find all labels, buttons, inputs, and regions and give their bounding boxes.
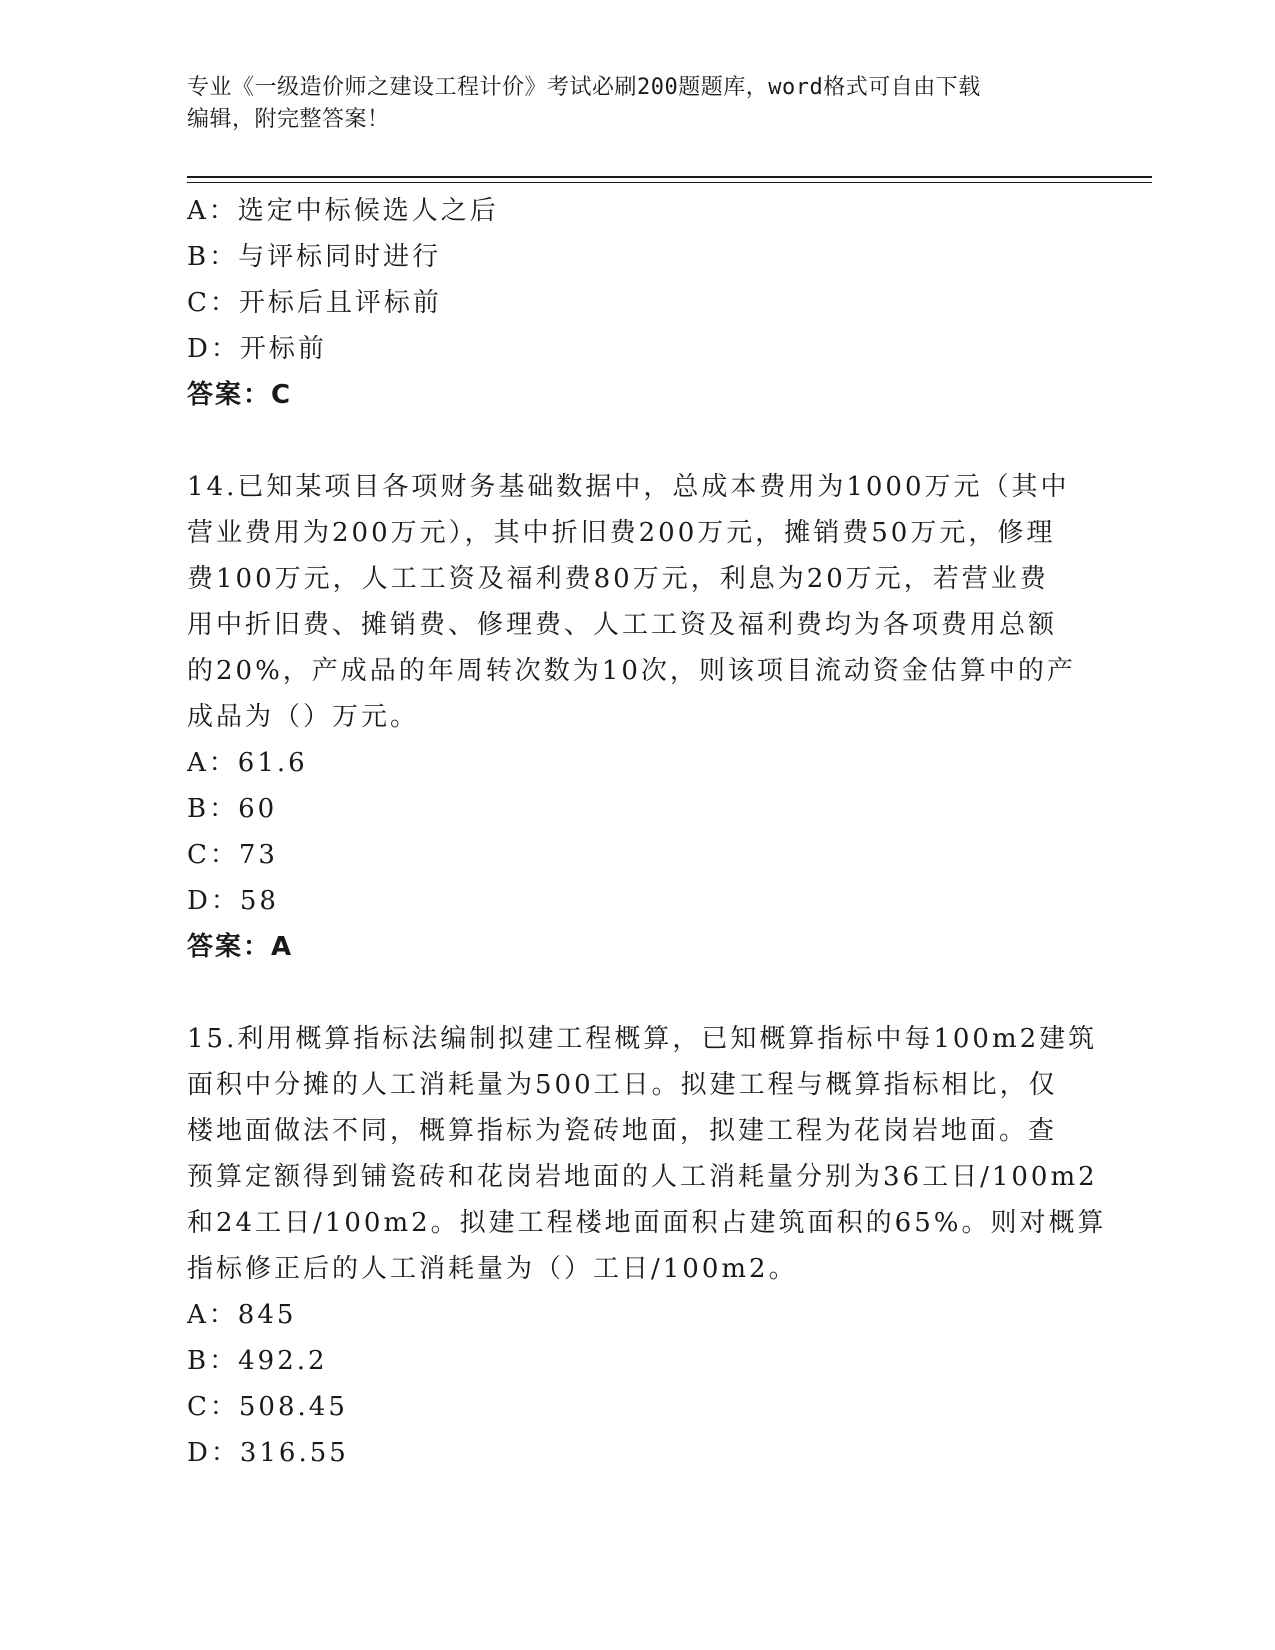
question-14 [187, 464, 1087, 970]
header-rule-thin [187, 182, 1152, 183]
option-b: B：60 [187, 794, 278, 824]
question-stem-line: 费100万元，人工工资及福利费80万元，利息为20万元，若营业费 [187, 564, 1049, 594]
option-a: A：选定中标候选人之后 [187, 196, 499, 226]
option-c: C：73 [187, 840, 278, 870]
question-stem-line: 15.利用概算指标法编制拟建工程概算，已知概算指标中每100m2建筑 [187, 1024, 1098, 1054]
option-b: B：与评标同时进行 [187, 242, 442, 272]
spacer [187, 970, 1087, 1016]
question-stem-line: 成品为（）万元。 [187, 702, 420, 732]
question-stem-line: 14.已知某项目各项财务基础数据中，总成本费用为1000万元（其中 [187, 472, 1070, 502]
option-c: C：508.45 [187, 1392, 348, 1422]
option-c: C：开标后且评标前 [187, 288, 442, 318]
question-stem-line: 的20%，产成品的年周转次数为10次，则该项目流动资金估算中的产 [187, 656, 1076, 686]
question-stem-line: 用中折旧费、摊销费、修理费、人工工资及福利费均为各项费用总额 [187, 610, 1058, 640]
question-stem-line: 面积中分摊的人工消耗量为500工日。拟建工程与概算指标相比，仅 [187, 1070, 1058, 1100]
question-stem-line: 和24工日/100m2。拟建工程楼地面面积占建筑面积的65%。则对概算 [187, 1208, 1107, 1238]
spacer [187, 418, 1087, 464]
option-a: A：61.6 [187, 748, 308, 778]
document-page [187, 0, 1152, 1650]
document-body [187, 188, 1107, 1476]
option-d: D：316.55 [187, 1438, 349, 1468]
header-line-2: 编辑，附完整答案！ [187, 107, 390, 132]
question-stem-line: 营业费用为200万元），其中折旧费200万元，摊销费50万元，修理 [187, 518, 1056, 548]
answer: 答案：A [187, 932, 294, 962]
question-13 [187, 188, 1087, 418]
option-d: D：开标前 [187, 334, 327, 364]
option-b: B：492.2 [187, 1346, 328, 1376]
document-header [187, 72, 1087, 136]
question-stem-line: 楼地面做法不同，概算指标为瓷砖地面，拟建工程为花岗岩地面。查 [187, 1116, 1058, 1146]
header-rule-thick [187, 176, 1152, 178]
answer: 答案：C [187, 380, 293, 410]
option-d: D：58 [187, 886, 279, 916]
question-15 [187, 1016, 1107, 1476]
header-line-1: 专业《一级造价师之建设工程计价》考试必刷200题题库，word格式可自由下载 [187, 75, 981, 100]
question-stem-line: 预算定额得到铺瓷砖和花岗岩地面的人工消耗量分别为36工日/100m2 [187, 1162, 1098, 1192]
option-a: A：845 [187, 1300, 297, 1330]
question-stem-line: 指标修正后的人工消耗量为（）工日/100m2。 [187, 1254, 798, 1284]
